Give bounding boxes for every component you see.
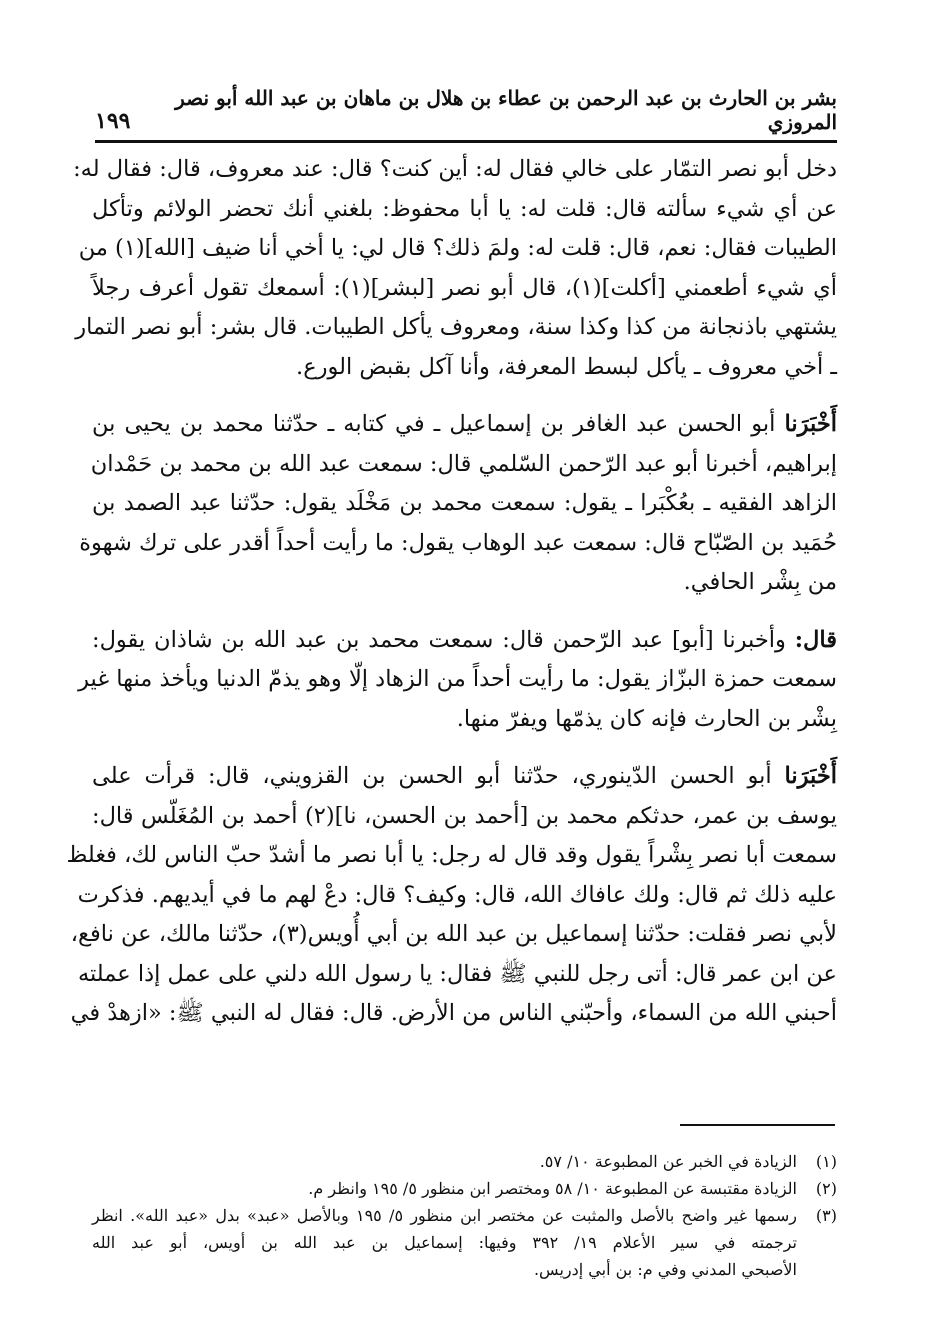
footnote-divider — [680, 1124, 835, 1126]
footnote — [92, 1175, 837, 1202]
footnote-text — [92, 1175, 797, 1202]
text-line — [92, 621, 837, 661]
text-line: سمعت حمزة البزّاز يقول: ما رأيت أحداً من الزهاد إلّا وهو يذمّ الدنيا ويأخذ منها غير — [78, 666, 837, 692]
text-line: إبراهيم، أخبرنا أبو عبد الرّحمن السّلمي قال: سمعت عبد الله بن محمد بن حَمْدان — [90, 450, 837, 477]
paragraph-lead: أَخْبَرَنا — [784, 763, 837, 789]
paragraph — [78, 621, 837, 740]
footnote-line: الأصبحي المدني وفي م: بن أبي إدريس. — [533, 1260, 797, 1279]
footnote — [92, 1148, 837, 1175]
text-line — [92, 757, 837, 797]
text-line: الزاهد الفقيه ـ بعُكْبَرا ـ يقول: سمعت محمد بن مَخْلَد يقول: حدّثنا عبد الصمد بن — [92, 490, 837, 516]
text-line: الطيبات فقال: نعم، قال: قلت له: ولمَ ذلك؟ قال لي: يا أخي أنا ضيف [الله](١) من — [78, 235, 837, 261]
footnote-text — [92, 1148, 797, 1175]
footnote-line: رسمها غير واضح بالأصل والمثبت عن مختصر ابن منظور ٥/ ١٩٥ وبالأصل «عبد» بدل «عبد الله». انظر — [92, 1206, 797, 1225]
paragraph-lead: قال: — [794, 626, 837, 653]
text-fragment: أبو الحسن عبد الغافر بن إسماعيل ـ في كتابه ـ حدّثنا محمد بن يحيى بن — [92, 411, 785, 437]
paragraph-lead: أَخْبَرَنا — [784, 411, 837, 437]
text-line: من بِشْر الحافي. — [683, 569, 837, 595]
text-line: يوسف بن عمر، حدثكم محمد بن [أحمد بن الحسن، نا](٢) أحمد بن المُغَلّس قال: — [92, 802, 837, 829]
text-line: عن أي شيء سألته قال: قلت له: يا أبا محفوظ: بلغني أنك تحضر الولائم وتأكل — [92, 195, 837, 222]
footnote — [92, 1202, 837, 1283]
main-text — [66, 150, 837, 1052]
footnote-number: (٣) — [815, 1206, 837, 1225]
text-fragment: وأخبرنا [أبو] عبد الرّحمن قال: سمعت محمد بن عبد الله بن شاذان يقول: — [92, 626, 795, 653]
running-title: بشر بن الحارث بن عبد الرحمن بن عطاء بن هلال بن ماهان بن عبد الله أبو نصر المروزي — [175, 86, 837, 134]
footnote-text — [92, 1202, 797, 1283]
page-header — [95, 88, 837, 143]
text-line: حُمَيد بن الصّبّاح قال: سمعت عبد الوهاب يقول: ما رأيت أحداً أقدر على ترك شهوة — [79, 529, 837, 556]
footnotes — [92, 1148, 837, 1283]
paragraph — [73, 150, 837, 387]
paragraph — [79, 405, 837, 603]
footnote-number: (١) — [815, 1152, 837, 1171]
text-line: لأبي نصر فقلت: حدّثنا إسماعيل بن عبد الله بن أبي أُويس(٣)، حدّثنا مالك، عن نافع، — [70, 921, 837, 947]
footnote-line: الزيادة في الخبر عن المطبوعة ١٠/ ٥٧. — [539, 1152, 797, 1171]
footnote-number: (٢) — [815, 1179, 837, 1198]
text-line: دخل أبو نصر التمّار على خالي فقال له: أين كنت؟ قال: عند معروف، قال: فقال له: — [73, 156, 837, 182]
text-line: عن ابن عمر قال: أتى رجل للنبي ﷺ فقال: يا رسول الله دلني على عمل إذا عملته — [77, 960, 837, 987]
text-line: ـ أخي معروف ـ يأكل لبسط المعرفة، وأنا آكل بقبض الورع. — [296, 353, 837, 380]
text-line: أحبني الله من السماء، وأحبّني الناس من الأرض. قال: فقال له النبي ﷺ: «ازهدْ في — [70, 1000, 837, 1026]
text-line: أي شيء أطعمني [أكلت](١)، قال أبو نصر [لبشر](١): أسمعك تقول أعرف رجلاً — [92, 274, 837, 301]
text-line: سمعت أبا نصر بِشْراً يقول وقد قال له رجل: يا أبا نصر ما أشدّ حبّ الناس لك، فغلظ — [66, 842, 837, 868]
text-line — [92, 405, 837, 445]
paragraph — [66, 757, 837, 1034]
footnote-line: الزيادة مقتبسة عن المطبوعة ١٠/ ٥٨ ومختصر ابن منظور ٥/ ١٩٥ وانظر م. — [308, 1179, 797, 1198]
footnote-line: ترجمته في سير الأعلام ١٩/ ٣٩٢ وفيها: إسماعيل بن عبد الله بن أويس، أبو عبد الله — [92, 1233, 797, 1252]
text-line: عليه ذلك ثم قال: ولك عافاك الله، قال: وكيف؟ قال: دعْ لهم ما في أيديهم. فذكرت — [77, 881, 837, 908]
text-fragment: أبو الحسن الدّينوري، حدّثنا أبو الحسن بن القزويني، قال: قرأت على — [92, 763, 785, 789]
text-line: بِشْر بن الحارث فإنه كان يذمّها ويفرّ منها. — [456, 705, 837, 732]
text-line: يشتهي باذنجانة من كذا وكذا سنة، ومعروف يأكل الطيبات. قال بشر: أبو نصر التمار — [75, 314, 837, 340]
page-number: ١٩٩ — [95, 108, 131, 134]
